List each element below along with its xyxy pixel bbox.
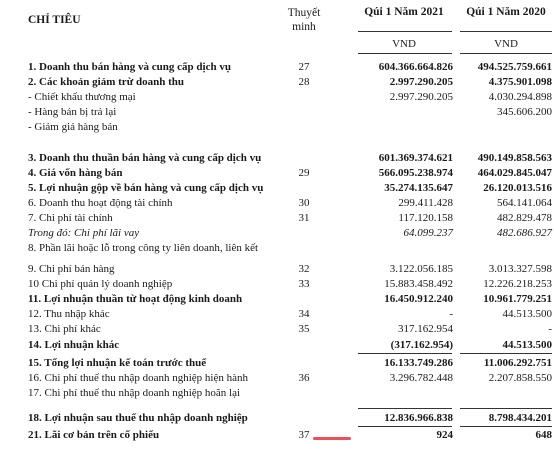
row-value-2020: 345.606.200 bbox=[497, 106, 552, 118]
table-row bbox=[0, 371, 554, 385]
row-label: 9. Chi phí bán hàng bbox=[28, 263, 115, 275]
row-value-2021: 604.366.664.826 bbox=[378, 61, 453, 73]
row-value-2021: 16.133.749.286 bbox=[384, 357, 453, 369]
row-value-2020: 482.686.927 bbox=[497, 227, 552, 239]
profit-bottom-rule-2021 bbox=[358, 426, 452, 427]
row-value-2021: 12.836.966.838 bbox=[384, 412, 453, 424]
row-value-2020: 3.013.327.598 bbox=[488, 263, 552, 275]
row-label: 1. Doanh thu bán hàng và cung cấp dịch vụ bbox=[28, 61, 231, 73]
row-value-2021: 3.296.782.448 bbox=[389, 372, 453, 384]
table-row bbox=[0, 196, 554, 210]
table-row bbox=[0, 166, 554, 180]
row-value-2020: 8.798.434.201 bbox=[488, 412, 552, 424]
header-q1-2020: Qúi 1 Năm 2020 bbox=[466, 6, 546, 18]
table-row bbox=[0, 292, 554, 306]
row-label: 2. Các khoản giảm trừ doanh thu bbox=[28, 76, 185, 88]
table-row bbox=[0, 338, 554, 352]
table-row bbox=[0, 181, 554, 195]
row-value-2020: 490.149.858.563 bbox=[477, 152, 552, 164]
row-value-2020: 11.006.292.751 bbox=[483, 357, 552, 369]
unit-2020: VND bbox=[494, 38, 518, 50]
row-label: 11. Lợi nhuận thuần từ hoạt động kinh doanh bbox=[28, 293, 243, 305]
row-label: 10 Chi phí quản lý doanh nghiệp bbox=[28, 278, 173, 290]
header-thuyet-minh bbox=[281, 6, 327, 34]
row-label: - Giảm giá hàng bán bbox=[28, 121, 118, 133]
table-row bbox=[0, 60, 554, 74]
table-row bbox=[0, 241, 554, 255]
row-label: 3. Doanh thu thuần bán hàng và cung cấp dịch vụ bbox=[28, 152, 262, 164]
header-q1-2021: Qúi 1 Năm 2021 bbox=[364, 6, 444, 18]
unit-2021: VND bbox=[392, 38, 416, 50]
row-value-2021: 299.411.428 bbox=[398, 197, 453, 209]
row-label: 21. Lãi cơ bản trên cổ phiếu bbox=[28, 429, 160, 441]
row-label: 14. Lợi nhuận khác bbox=[28, 339, 120, 351]
row-label: 13. Chi phí khác bbox=[28, 323, 101, 335]
row-label: 8. Phần lãi hoặc lỗ trong công ty liên doanh, liên kết bbox=[28, 242, 259, 254]
row-value-2021: 2.997.290.205 bbox=[389, 76, 453, 88]
profit-bottom-rule-2020 bbox=[460, 426, 552, 427]
row-label: Trong đó: Chi phí lãi vay bbox=[28, 227, 140, 239]
row-label: 16. Chi phí thuế thu nhập doanh nghiệp hiện hành bbox=[28, 372, 248, 384]
red-highlight-mark bbox=[313, 437, 351, 440]
row-note: 37 bbox=[298, 429, 310, 441]
row-label: 18. Lợi nhuận sau thuế thu nhập doanh nghiệp bbox=[28, 412, 248, 424]
row-value-2020: 648 bbox=[535, 429, 552, 441]
table-row bbox=[0, 90, 554, 104]
row-label: 7. Chi phí tài chính bbox=[28, 212, 113, 224]
row-value-2021: 35.274.135.647 bbox=[384, 182, 453, 194]
table-row bbox=[0, 356, 554, 370]
row-value-2020: - bbox=[548, 323, 552, 335]
row-label: 5. Lợi nhuận gộp về bán hàng và cung cấp dịch vụ bbox=[28, 182, 264, 194]
header-thuyet-minh-line1: Thuyết bbox=[287, 7, 321, 19]
row-note: 36 bbox=[298, 372, 310, 384]
row-label: 15. Tổng lợi nhuận kế toán trước thuế bbox=[28, 357, 207, 369]
table-row bbox=[0, 386, 554, 400]
row-value-2021: 117.120.158 bbox=[398, 212, 453, 224]
unit-rule-2021 bbox=[358, 53, 452, 54]
row-note: 32 bbox=[298, 263, 310, 275]
row-label: 4. Giá vốn hàng bán bbox=[28, 167, 123, 179]
table-row bbox=[0, 211, 554, 225]
row-value-2020: 564.141.064 bbox=[497, 197, 552, 209]
table-row bbox=[0, 262, 554, 276]
row-value-2021: 15.883.458.492 bbox=[384, 278, 453, 290]
row-value-2021: 3.122.056.185 bbox=[389, 263, 453, 275]
row-value-2020: 44.513.500 bbox=[502, 339, 552, 351]
row-value-2020: 2.207.858.550 bbox=[488, 372, 552, 384]
row-value-2021: 317.162.954 bbox=[398, 323, 453, 335]
subtotal-rule-2020 bbox=[460, 353, 552, 354]
row-value-2020: 44.513.500 bbox=[502, 308, 552, 320]
subtotal-rule-2021 bbox=[358, 353, 452, 354]
row-note: 33 bbox=[298, 278, 310, 290]
header-rule-2020 bbox=[460, 31, 552, 32]
row-note: 27 bbox=[298, 61, 310, 73]
header-thuyet-minh-line2: minh bbox=[292, 21, 316, 33]
row-value-2020: 4.030.294.898 bbox=[488, 91, 552, 103]
row-value-2020: 10.961.779.251 bbox=[483, 293, 552, 305]
profit-top-rule-2020 bbox=[460, 408, 552, 409]
row-value-2021: 16.450.912.240 bbox=[384, 293, 453, 305]
table-row bbox=[0, 322, 554, 336]
row-value-2020: 482.829.478 bbox=[497, 212, 552, 224]
row-value-2021: 2.997.290.205 bbox=[389, 91, 453, 103]
row-value-2021: 566.095.238.974 bbox=[378, 167, 453, 179]
row-note: 34 bbox=[298, 308, 310, 320]
row-value-2020: 26.120.013.516 bbox=[483, 182, 552, 194]
row-value-2020: 4.375.901.098 bbox=[488, 76, 552, 88]
row-label: 17. Chi phí thuế thu nhập doanh nghiệp hoãn lại bbox=[28, 387, 241, 399]
row-value-2021: 64.099.237 bbox=[403, 227, 453, 239]
row-value-2021: 601.369.374.621 bbox=[378, 152, 453, 164]
table-row bbox=[0, 226, 554, 240]
row-value-2020: 12.226.218.253 bbox=[483, 278, 552, 290]
table-row bbox=[0, 277, 554, 291]
profit-top-rule-2021 bbox=[358, 408, 452, 409]
row-label: 6. Doanh thu hoạt động tài chính bbox=[28, 197, 173, 209]
row-value-2021: - bbox=[449, 308, 453, 320]
row-label: - Hàng bán bị trả lại bbox=[28, 106, 117, 118]
table-row bbox=[0, 75, 554, 89]
table-row bbox=[0, 307, 554, 321]
header-chi-tieu: CHỈ TIÊU bbox=[28, 14, 81, 26]
row-value-2020: 464.029.845.047 bbox=[477, 167, 552, 179]
table-row bbox=[0, 411, 554, 425]
header-rule-2021 bbox=[358, 31, 452, 32]
row-note: 35 bbox=[298, 323, 310, 335]
row-label: - Chiết khấu thương mại bbox=[28, 91, 136, 103]
row-label: 12. Thu nhập khác bbox=[28, 308, 110, 320]
unit-rule-2020 bbox=[460, 53, 552, 54]
table-row bbox=[0, 120, 554, 134]
row-note: 29 bbox=[298, 167, 310, 179]
table-row bbox=[0, 151, 554, 165]
row-note: 28 bbox=[298, 76, 310, 88]
table-row bbox=[0, 428, 554, 442]
row-note: 31 bbox=[298, 212, 310, 224]
row-value-2021: (317.162.954) bbox=[390, 339, 453, 351]
row-value-2020: 494.525.759.661 bbox=[477, 61, 552, 73]
row-note: 30 bbox=[298, 197, 310, 209]
table-row bbox=[0, 105, 554, 119]
row-value-2021: 924 bbox=[436, 429, 453, 441]
